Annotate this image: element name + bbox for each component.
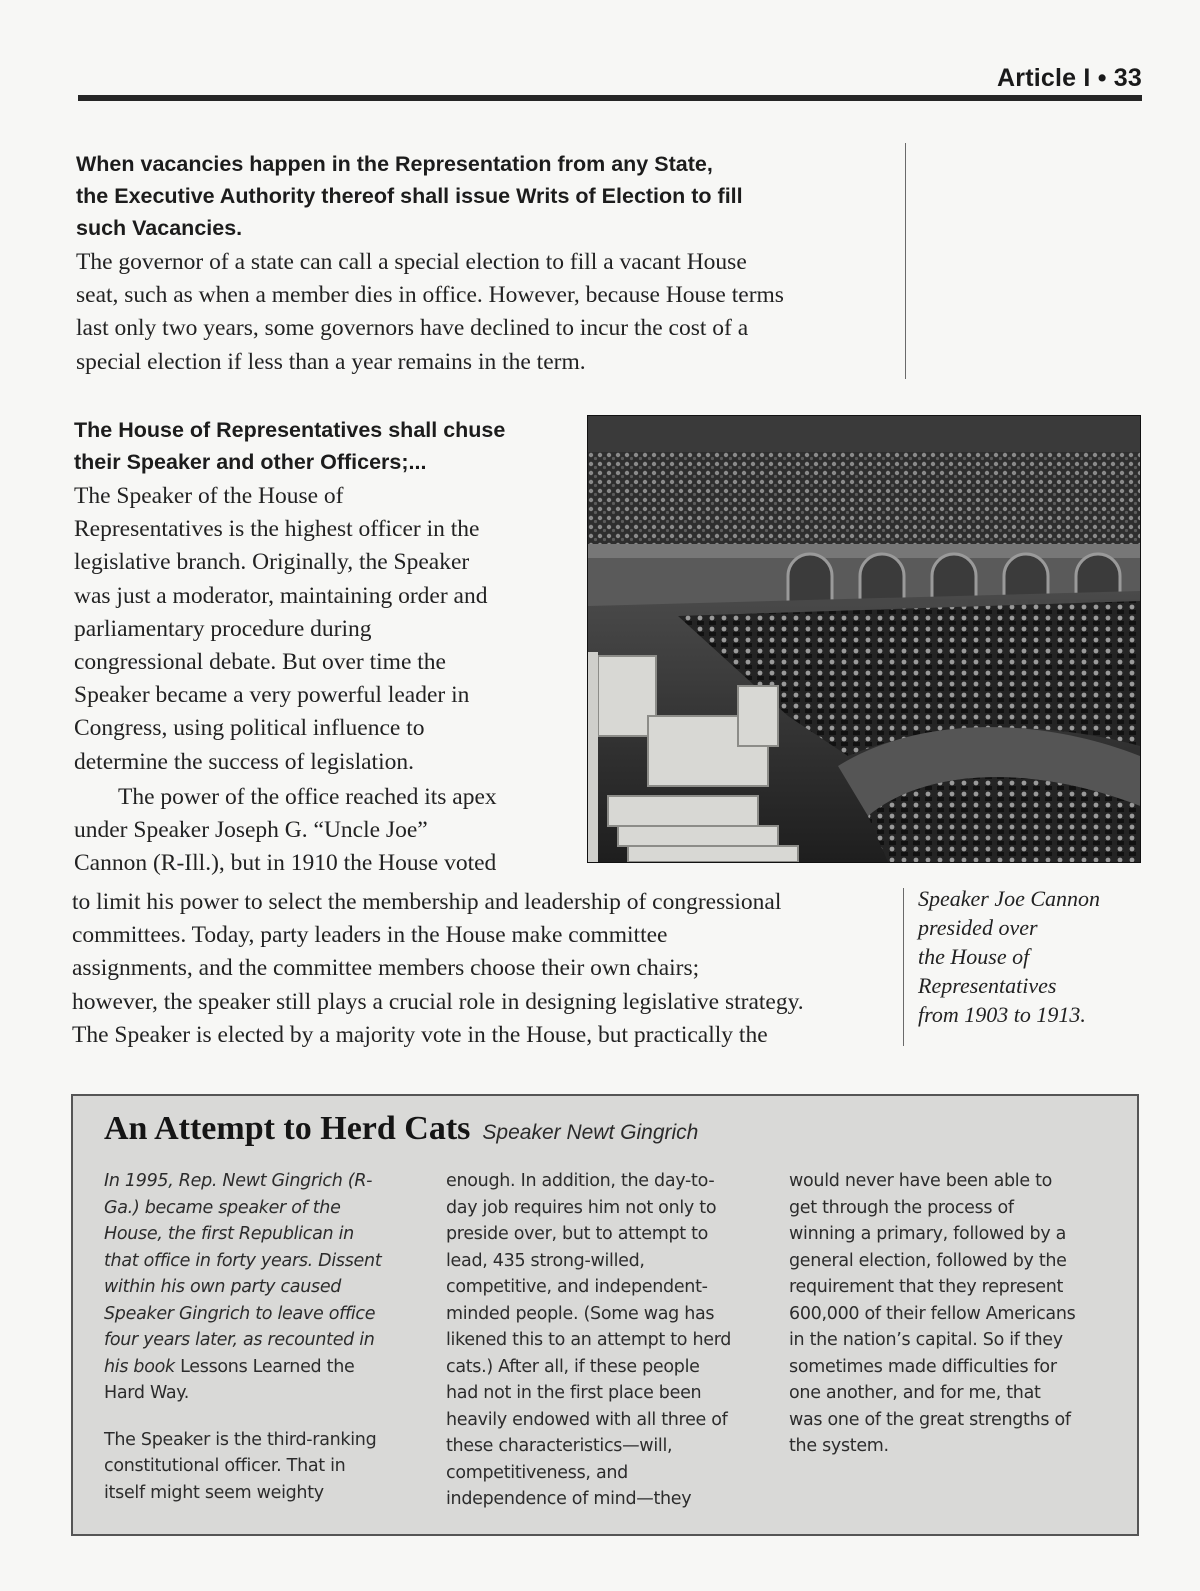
text-line: that office in forty years. Dissent <box>104 1250 382 1271</box>
text-line: preside over, but to attempt to <box>446 1224 709 1244</box>
section-vacancies <box>76 148 896 379</box>
clause-line: their Speaker and other Officers;... <box>74 450 427 474</box>
text-line: competitiveness, and <box>446 1462 628 1483</box>
text-line: legislative branch. Originally, the Speaker <box>74 549 470 576</box>
text-line: special election if less than a year remains in the term. <box>76 348 586 375</box>
text-line: the system. <box>789 1436 889 1456</box>
text-line: within his own party caused <box>104 1277 342 1297</box>
text-line: Ga.) became speaker of the <box>104 1197 341 1218</box>
text-line: House, the first Republican in <box>104 1224 354 1244</box>
sidebar-box <box>71 1094 1139 1536</box>
sidebar-paragraph <box>104 1427 414 1507</box>
text-line: requirement that they represent <box>789 1277 1064 1297</box>
text-line: minded people. (Some wag has <box>446 1303 715 1324</box>
text-line: general election, followed by the <box>789 1250 1067 1271</box>
text-line: day job requires him not only to <box>446 1197 717 1218</box>
section-speaker <box>74 414 560 880</box>
book-title: Hard Way. <box>104 1383 190 1403</box>
text-line: under Speaker Joseph G. “Uncle Joe” <box>74 817 428 844</box>
commentary-paragraph-continued <box>72 886 896 1052</box>
clause-line: the Executive Authority thereof shall issue Writs of Election to fill <box>76 184 743 208</box>
margin-rule <box>905 143 906 379</box>
caption-line: Representatives <box>918 973 1057 998</box>
text-line: to limit his power to select the membership and leadership of congressional <box>72 889 782 915</box>
header-rule <box>78 95 1142 101</box>
text-line: these characteristics—will, <box>446 1436 673 1456</box>
text-fragment: his book <box>104 1356 181 1377</box>
text-line: Representatives is the highest officer in the <box>74 516 480 543</box>
text-line: The Speaker is elected by a majority vote in the House, but practically the <box>72 1021 768 1048</box>
caption-line: presided over <box>918 915 1038 940</box>
intro-paragraph <box>104 1168 414 1407</box>
text-line: itself might seem weighty <box>104 1482 324 1503</box>
text-line: independence of mind—they <box>446 1489 692 1509</box>
text-line: heavily endowed with all three of <box>446 1409 728 1430</box>
text-line: The Speaker is the third-ranking <box>104 1429 377 1450</box>
house-chamber-photo <box>587 415 1141 863</box>
sidebar-title: An Attempt to Herd Cats <box>104 1110 471 1147</box>
commentary-paragraph <box>74 480 560 779</box>
text-line: Speaker Gingrich to leave office <box>104 1303 376 1324</box>
constitution-clause <box>74 414 560 478</box>
text-line: last only two years, some governors have declined to incur the cost of a <box>76 315 749 342</box>
text-line: sometimes made difficulties for <box>789 1356 1057 1377</box>
text-line: The governor of a state can call a special election to fill a vacant House <box>76 249 747 275</box>
text-line: In 1995, Rep. Newt Gingrich (R- <box>104 1171 373 1191</box>
text-line: seat, such as when a member dies in office. However, because House terms <box>76 282 784 309</box>
text-line: The Speaker of the House of <box>74 483 344 509</box>
text-line: was just a moderator, maintaining order and <box>74 582 488 609</box>
text-line: Speaker became a very powerful leader in <box>74 682 470 709</box>
text-line: in the nation’s capital. So if they <box>789 1330 1063 1350</box>
text-line: competitive, and independent- <box>446 1277 708 1297</box>
book-title: Lessons Learned the <box>180 1356 355 1377</box>
text-line: committees. Today, party leaders in the House make committee <box>72 922 668 949</box>
sidebar-column-2 <box>446 1168 756 1513</box>
caption-line: the House of <box>918 944 1030 969</box>
commentary-paragraph <box>76 246 896 379</box>
caption-line: Speaker Joe Cannon <box>918 886 1101 911</box>
constitution-clause <box>76 148 896 244</box>
text-line: constitutional officer. That in <box>104 1456 346 1476</box>
text-line: assignments, and the committee members choose their own chairs; <box>72 955 700 982</box>
text-line: parliamentary procedure during <box>74 615 372 642</box>
running-head: Article I • 33 <box>997 64 1142 92</box>
caption-rule <box>903 888 904 1046</box>
text-line: one another, and for me, that <box>789 1383 1041 1403</box>
text-line: was one of the great strengths of <box>789 1409 1071 1430</box>
text-line: winning a primary, followed by a <box>789 1224 1067 1244</box>
text-line: four years later, as recounted in <box>104 1330 375 1350</box>
text-line: get through the process of <box>789 1197 1014 1218</box>
text-line: Congress, using political influence to <box>74 715 425 742</box>
sidebar-column-1 <box>104 1168 414 1506</box>
text-line: cats.) After all, if these people <box>446 1356 700 1377</box>
page-header <box>78 64 1142 104</box>
text-line: likened this to an attempt to herd <box>446 1330 732 1350</box>
clause-line: such Vacancies. <box>76 216 243 240</box>
caption-line: from 1903 to 1913. <box>918 1002 1086 1027</box>
text-line: had not in the first place been <box>446 1383 702 1403</box>
chamber-illustration <box>588 416 1140 862</box>
text-line: lead, 435 strong-willed, <box>446 1250 645 1271</box>
text-line: determine the success of legislation. <box>74 748 414 775</box>
text-line: Cannon (R-Ill.), but in 1910 the House voted <box>74 850 497 877</box>
text-line: enough. In addition, the day-to- <box>446 1171 715 1191</box>
clause-line: When vacancies happen in the Representation from any State, <box>76 152 713 176</box>
sidebar-column-3 <box>789 1168 1099 1460</box>
photo-caption <box>918 884 1158 1029</box>
sidebar-subtitle: Speaker Newt Gingrich <box>482 1121 699 1144</box>
text-line: 600,000 of their fellow Americans <box>789 1303 1076 1324</box>
text-line: would never have been able to <box>789 1171 1053 1191</box>
text-line: congressional debate. But over time the <box>74 649 446 676</box>
sidebar-heading <box>104 1110 1104 1148</box>
text-line: The power of the office reached its apex <box>118 783 497 810</box>
commentary-paragraph <box>74 781 560 881</box>
text-line <box>104 1354 414 1381</box>
text-line: however, the speaker still plays a crucial role in designing legislative strategy. <box>72 988 804 1015</box>
clause-line: The House of Representatives shall chuse <box>74 418 506 442</box>
